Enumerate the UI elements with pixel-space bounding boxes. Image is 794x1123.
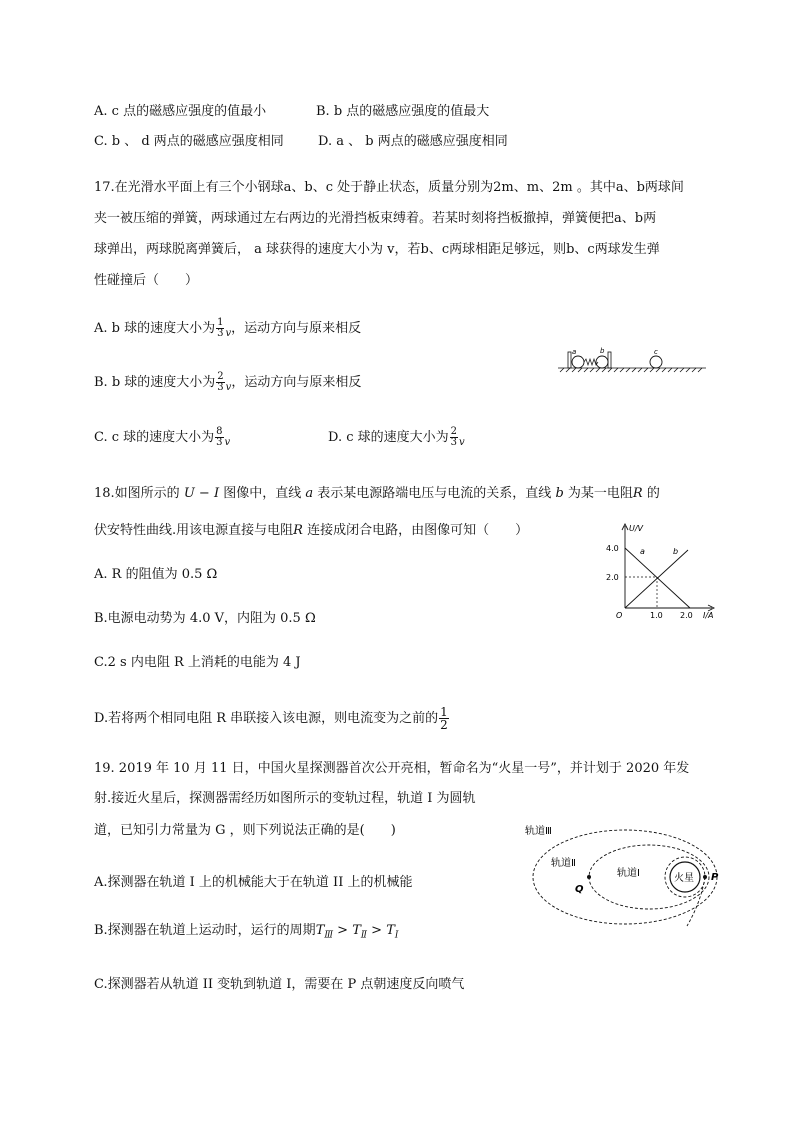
- q17-option-c: C. c 球的速度大小为 $\frac{8}{3}$ $_v$: [94, 426, 231, 448]
- point-P: [703, 875, 707, 879]
- q18-line-1: 18.如图所示的 U − I 图像中，直线 a 表示某电源路端电压与电流的关系，直线 b 为某一电阻R 的: [94, 486, 660, 501]
- q18-option-a: A. R 的阻值为 0.5 Ω: [94, 567, 218, 582]
- left-baffle: [568, 352, 571, 368]
- q18-line-2: 伏安特性曲线.用该电源直接与电阻R 连接成闭合电路，由图像可知（ ）: [94, 523, 529, 538]
- q19-option-c: C.探测器若从轨道 II 变轨到轨道 I，需要在 P 点朝速度反向喷气: [94, 977, 465, 992]
- orbit-3-label: 轨道Ⅲ: [525, 826, 552, 837]
- P-label: P: [711, 872, 719, 883]
- x-tick-1: 1.0: [650, 611, 663, 620]
- orbit-1-label: 轨道Ⅰ: [617, 868, 640, 879]
- period-inequality: $T_Ⅲ > T_Ⅱ > T_Ⅰ$: [315, 923, 399, 941]
- label-c: c: [654, 348, 658, 356]
- Q-label: Q: [575, 884, 584, 895]
- line-b: [625, 550, 688, 608]
- q17-line-1: 17.在光滑水平面上有三个小钢球a、b、c 处于静止状态，质量分别为2m、m、2m 。其中a、b两球间: [94, 180, 684, 195]
- line-b-label: b: [673, 547, 679, 556]
- origin-label: O: [616, 611, 623, 620]
- fraction: $\frac{1}{3}$: [217, 317, 224, 339]
- q17-option-b: B. b 球的速度大小为 $\frac{2}{3}$ $_v$，运动方向与原来相反: [94, 371, 362, 393]
- q17-line-2: 夹一被压缩的弹簧，两球通过左右两边的光滑挡板束缚着。若某时刻将挡板撤掉，弹簧便把a、b两: [94, 211, 657, 226]
- q18-ui-graph: [600, 520, 730, 624]
- fraction: $\frac{1}{2}$: [440, 705, 448, 732]
- q17-line-3: 球弹出，两球脱离弹簧后， a 球获得的速度大小为 v，若b、c两球相距足够远，则b、c两球发生弹: [94, 242, 660, 257]
- q19-orbit-figure: [515, 822, 735, 930]
- orbit-2-label: 轨道Ⅱ: [551, 858, 576, 869]
- q18-option-c: C.2 s 内电阻 R 上消耗的电能为 4 J: [94, 655, 301, 670]
- q17-option-d: D. c 球的速度大小为 $\frac{2}{3}$ $_v$: [328, 426, 465, 448]
- q18-option-b: B.电源电动势为 4.0 V，内阻为 0.5 Ω: [94, 611, 316, 626]
- ball-c: [650, 356, 662, 368]
- q19-option-a: A.探测器在轨道 I 上的机械能大于在轨道 II 上的机械能: [94, 875, 413, 890]
- point-Q: [587, 875, 591, 879]
- q19-line-2: 射.接近火星后，探测器需经历如图所示的变轨过程，轨道 I 为圆轨: [94, 791, 476, 806]
- label-a: a: [572, 348, 577, 356]
- q16-option-b: B. b 点的磁感应强度的值最大: [316, 104, 490, 119]
- q19-line-3: 道，已知引力常量为 G ，则下列说法正确的是( ): [94, 823, 396, 838]
- q18-option-d: D.若将两个相同电阻 R 串联接入该电源，则电流变为之前的 $\frac{1}{2}$: [94, 705, 448, 732]
- ball-a: [572, 356, 584, 368]
- fraction: $\frac{2}{3}$: [450, 426, 458, 448]
- x-axis-label: I/A: [703, 611, 714, 620]
- approach-trajectory: [687, 877, 705, 926]
- x-tick-2: 2.0: [680, 611, 693, 620]
- fraction: $\frac{8}{3}$: [216, 426, 223, 448]
- y-axis-label: U/V: [629, 524, 644, 533]
- ground-hatching: [558, 368, 706, 372]
- right-baffle: [608, 352, 611, 368]
- q16-option-a: A. c 点的磁感应强度的值最小: [94, 104, 267, 119]
- y-tick-2: 2.0: [606, 573, 619, 582]
- q16-option-d: D. a 、 b 两点的磁感应强度相同: [318, 134, 508, 149]
- q17-line-4: 性碰撞后（ ）: [94, 273, 199, 288]
- fraction: $\frac{2}{3}$: [217, 371, 224, 393]
- line-a-label: a: [640, 547, 645, 556]
- q19-line-1: 19. 2019 年 10 月 11 日，中国火星探测器首次公开亮相，暂命名为“火星一号”，并计划于 2020 年发: [94, 761, 690, 776]
- q19-option-b: B.探测器在轨道上运动时，运行的周期$T_Ⅲ > T_Ⅱ > T_Ⅰ$: [94, 923, 399, 941]
- y-tick-4: 4.0: [606, 544, 619, 553]
- q16-option-c: C. b 、 d 两点的磁感应强度相同: [94, 134, 284, 149]
- q17-option-a: A. b 球的速度大小为 $\frac{1}{3}$ $_v$，运动方向与原来相反: [94, 317, 362, 339]
- planet-label: 火星: [674, 873, 694, 884]
- label-b: b: [600, 347, 605, 355]
- q17-ball-spring-figure: [556, 346, 712, 376]
